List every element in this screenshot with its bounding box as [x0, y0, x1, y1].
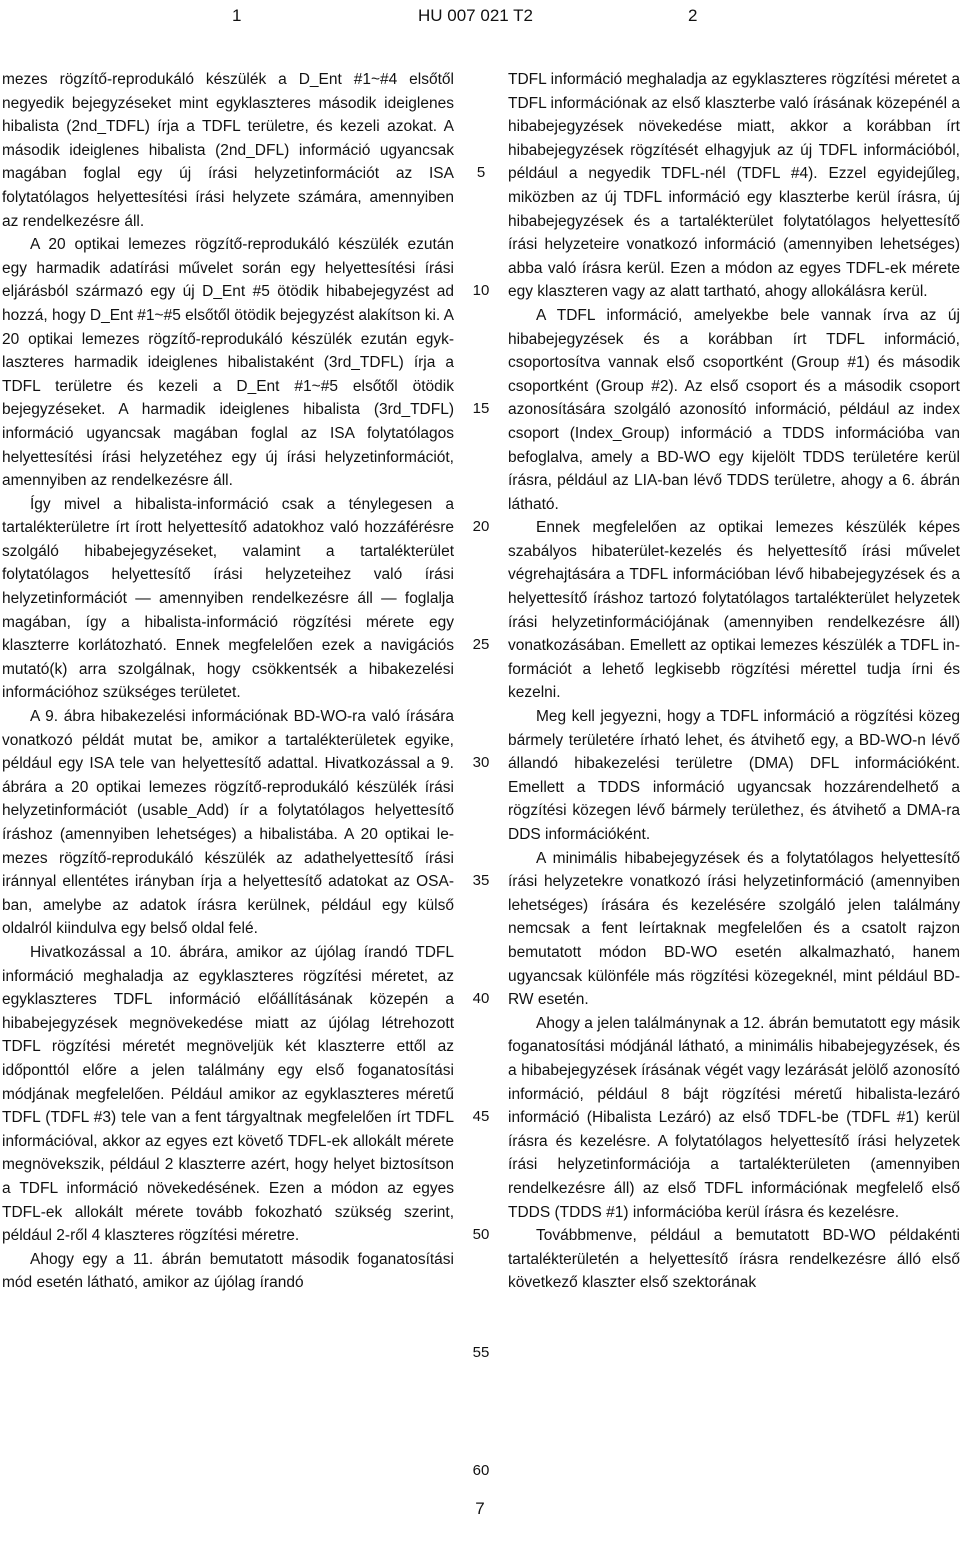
paragraph: A TDFL információ, amelyekbe bele vannak írva az új hibabejegyzések és a korábban írt TDFL információ, csoportosítva vannak első csoportként (Group #1) és második csoportként (Group #2). Az első csoport és a második csoport azonosítására szolgáló azonosító információ, például az index csoport (Index_Group) információ a TDDS információba van befoglalva, amely a BD-WO egy kijelölt TDDS területére kerül írásra, például az LIA-ban lévő TDDS területre, ahogy a 6. ábrán látható. [508, 306, 960, 513]
paragraph: Hivatkozással a 10. ábrára, amikor az újólag írandó TDFL információ meghaladja az egyklaszteres rögzítési méretet, az egyklaszteres TDFL információ előállításának közepén a hibabejegyzések megnövekedése miatt az újólag létrehozott TDFL rögzítési méretét megnöveljük két klaszterre ettől az időponttól előre a jelen találmány egy első foganatosítási módjának megfelelően. Például amikor az egyklaszteres méretű TDFL (TDFL #3) tele van a fent tárgyaltnak megfelelően írt TDFL információval, akkor az egyes ezt követő TDFL-ek allokált mérete megnövekszik, például 2 klaszterre azért, hogy helyet biztosítson a TDFL információ növekedésének. Ezen a módon az egyes TDFL-ek allokált mérete tovább fokozható szükség szerint, például 2-ről 4 klaszteres rögzítési méretre. [2, 943, 454, 1245]
paragraph: TDFL információ meghaladja az egyklaszteres rögzítési méretet a TDFL információnak az első klaszterbe való írásának közepénél a hibabejegyzések növekedése miatt, akkor a korábban írt hibabejegyzések rögzítését elhagyjuk az új TDFL információból, például a negyedik TDFL-nél (TDFL #4). Ezzel egyidejűleg, miközben az új TDFL információ egy klaszterbe kerül írásra, új hibabejegyzések és a tartalékterület folytatólagos helyettesítő írási helyzeteire vonatkozó információ (amennyiben lehetséges) abba való írásra kerül. Ezen a módon az egyes TDFL-ek mérete egy klaszteren vagy az alatt tartható, ahogy allokálásra kerül. [508, 71, 960, 301]
line-number: 55 [472, 1344, 490, 1361]
paragraph: Ahogy egy a 11. ábrán bemutatott második foganatosítási mód esetén látható, amikor az újólag írandó [2, 1250, 454, 1292]
paragraph: Ennek megfelelően az optikai lemezes készülék képes szabályos hibaterület-kezelés és helyettesítő írási művelet végrehajtására a TDFL információban lévő hibabejegyzések és a helyettesítő íráshoz tartozó folytatólagos tartalékterület helyzetek írási helyzetinformációjának (amennyiben rendelkezésre áll) vonatkozásában. Emellett az optikai lemezes készülék a TDFL információt a lehető legkisebb rögzítési mérettel tudja írni és kezelni. [508, 519, 960, 702]
header-document-id: HU 007 021 T2 [418, 6, 533, 25]
left-column [2, 68, 454, 1295]
line-number: 20 [472, 518, 490, 535]
paragraph: Így mivel a hibalista-információ csak a ténylegesen a tartalékterületre írt írott helyettesítő adatokhoz való hozzáférésre szolgáló hibabejegyzéseket, valamint a tartalékterület folytatólagos helyettesítő írási helyzeteihez való írási helyzetinformációt — amennyiben rendelkezésre áll — foglalja magában, így a hibalista-információ rögzítési mérete egy klaszterre korlátozható. Ennek megfelelően ezek a navigációs mutató(k) arra szolgálnak, hogy csökkentsék a hibakezelési információhoz szükséges területet. [2, 495, 454, 702]
page-number: 7 [475, 1499, 485, 1518]
line-number: 25 [472, 636, 490, 653]
paragraph: Ahogy a jelen találmánynak a 12. ábrán bemutatott egy másik foganatosítási módjánál látható, a minimális hibabejegyzések, és a hibabejegyzések írásának végét vagy lezárását jelölő azonosító információ, például 8 bájt rögzítési méretű hibalista-lezáró információ (Hibalista Lezáró) az első TDFL-be (TDFL #1) kerül írásra és kezelésre. A folytatólagos helyettesítő írási helyzetek írási helyzetinformációja a tartalékterületen (amennyiben rendelkezésre áll) az első TDFL információnak megfelelő első TDDS (TDDS #1) információba kerül írásra és kezelésre. [508, 1014, 960, 1221]
line-number: 10 [472, 282, 490, 299]
paragraph: A minimális hibabejegyzések és a folytatólagos helyettesítő írási helyzetekre vonatkozó írási helyzetinformáció (amennyiben lehetséges) írására és kezelésére szolgáló jelen találmány nemcsak a fent leírtaknak megfelelően és a csatolt rajzon bemutatott módon BD-WO esetén alkalmazható, hanem ugyancsak különféle más rögzítési közegeknél, mint például BD-RW esetén. [508, 849, 960, 1009]
line-number: 35 [472, 872, 490, 889]
line-number: 60 [472, 1462, 490, 1479]
line-number: 15 [472, 400, 490, 417]
line-number: 40 [472, 990, 490, 1007]
line-number: 30 [472, 754, 490, 771]
line-number: 5 [476, 164, 486, 181]
line-number: 50 [472, 1226, 490, 1243]
line-number: 45 [472, 1108, 490, 1125]
right-column [508, 68, 960, 1295]
header-column-number-right: 2 [688, 6, 698, 25]
paragraph: Továbbmenve, például a bemutatott BD-WO példakénti tartalékterületén a helyettesítő írásra rendelkezésre álló első következő klaszter első szektorának [508, 1227, 960, 1292]
paragraph: A 20 optikai lemezes rögzítő-reprodukáló készülék ezután egy harmadik adatírási művelet során egy helyettesítési írási eljárásból származó egy új D_Ent #5 ötödik hibabejegyzést ad hozzá, hogy D_Ent #1~#5 elsőtől ötödik bejegyzést alakítson ki. A 20 optikai lemezes rögzítő-reprodukáló készülék ezután egyklaszteres harmadik ideiglenes hibalistaként (3rd_TDFL) írja a TDFL területre és kezeli a D_Ent #1~#5 elsőtől ötödik bejegyzéseket. A harmadik ideiglenes hibalista (3rd_TDFL) információ ugyancsak magában foglal az ISA folytatólagos helyettesítési írási helyzetéhez egy új írási helyzetinformációt, amennyiben az rendelkezésre áll. [2, 236, 454, 490]
paragraph: mezes rögzítő-reprodukáló készülék a D_Ent #1~#4 elsőtől negyedik bejegyzéseket mint egyklaszteres második ideiglenes hibalista (2nd_TDFL) írja a TDFL területre, és kezeli azokat. A második ideiglenes hibalista (2nd_DFL) információ ugyancsak magában foglal egy új írási helyzetinformációt az ISA folytatólagos helyettesítési írási helyzete számára, amennyiben az rendelkezésre áll. [2, 71, 454, 230]
paragraph: Meg kell jegyezni, hogy a TDFL információ a rögzítési közeg bármely területére írható lehet, és átvihető egy, a BD-WO-n lévő állandó hibakezelési területre (DMA) DFL információként. Emellett a TDDS információ ugyancsak hozzárendelhető a rögzítési közegen lévő bármely területhez, és átvihető a DMA-ra DDS információként. [508, 708, 960, 843]
paragraph: A 9. ábra hibakezelési információnak BD-WO-ra való írására vonatkozó példát mutat be, amikor a tartalékterületek egyike, például egy ISA tele van helyettesítő adattal. Hivatkozással a 9. ábrára a 20 optikai lemezes rögzítő-reprodukáló készülék írási helyzetinformációt (usable_Add) ír a folytatólagos helyettesítő íráshoz (amennyiben lehetséges) a hibalistába. A 20 optikai lemezes rögzítő-reprodukáló készülék az adathelyettesítő írási iránnyal ellentétes irányban írja a helyettesítő adatokat az OSA-ban, amelybe az adatok írásra kerülnek, például egy külső oldalról kiindulva egy belső oldal felé. [2, 708, 454, 938]
header-column-number-left: 1 [232, 6, 242, 25]
